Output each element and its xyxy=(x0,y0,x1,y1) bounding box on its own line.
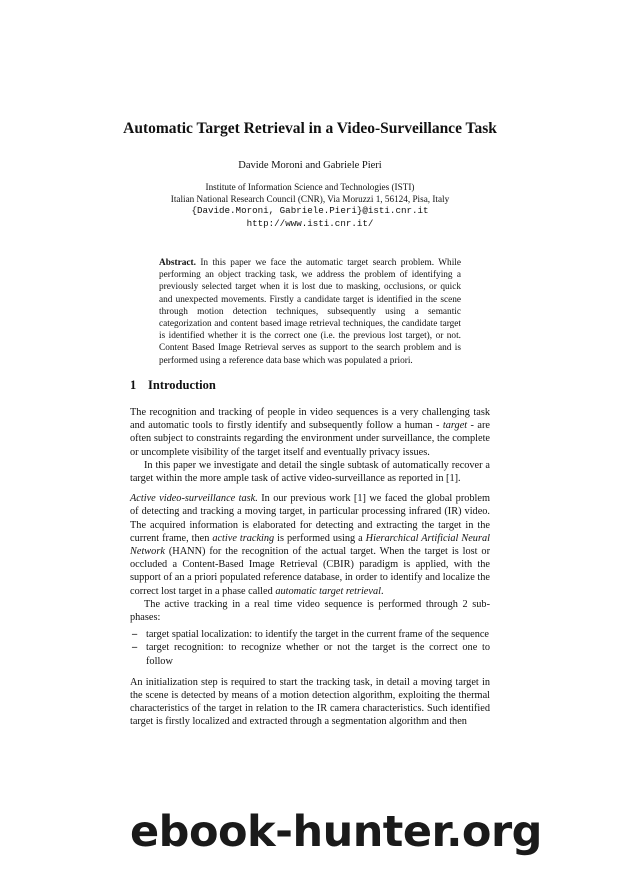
author-affiliation xyxy=(0,181,620,230)
paragraph-1-emphasis: target xyxy=(442,420,468,432)
affiliation-institute: Institute of Information Science and Technologies (ISTI) xyxy=(205,182,415,192)
paragraph-3-text-a: In our previous work [1] we faced the global problem of detecting and tracking a moving target, in particular processing infrared (IR) video. The acquired information is elaborated for detecting and extracting the target in the current frame, then xyxy=(130,493,490,544)
institute-url-link[interactable]: http://www.isti.cnr.it/ xyxy=(246,217,374,229)
abstract-label: Abstract. xyxy=(159,258,196,268)
paragraph-3-emphasis-1: active tracking xyxy=(212,532,275,544)
paragraph-1-text-a: The recognition and tracking of people in video sequences is a very challenging task and automatic tools to firstly identify and subsequently follow a human - xyxy=(130,407,490,432)
watermark: ebook-hunter.org xyxy=(130,807,542,857)
author-emails[interactable]: {Davide.Moroni, Gabriele.Pieri}@isti.cnr.it xyxy=(191,205,429,217)
list-item xyxy=(130,641,490,667)
paragraph-2: In this paper we investigate and detail the single subtask of automatically recover a target within the more ample task of active video-surveillance as reported in [1]. xyxy=(130,459,490,485)
section-title: Introduction xyxy=(148,378,216,392)
abstract xyxy=(159,257,461,367)
list-item xyxy=(130,628,490,641)
paragraph-3-emphasis-3: automatic target retrieval xyxy=(275,585,381,597)
subphase-list xyxy=(130,628,490,668)
paragraph-3-text-b: is performed using a xyxy=(274,532,366,544)
introduction-body xyxy=(130,406,490,729)
paragraph-3 xyxy=(130,492,490,598)
affiliation-address: Italian National Research Council (CNR), Via Moruzzi 1, 56124, Pisa, Italy xyxy=(170,194,450,205)
paragraph-3-run-in-heading: Active video-surveillance task. xyxy=(130,493,258,505)
section-heading-introduction xyxy=(130,378,216,393)
paragraph-3-text-d: . xyxy=(380,585,384,597)
paragraph-5: An initialization step is required to start the tracking task, in detail a moving target in the scene is detected by means of a motion detection algorithm, exploiting the thermal characteristics of the target in relation to the IR camera characteristics. Such identified target is firstly localized and extracted through a segmentation algorithm and then xyxy=(130,676,490,728)
paragraph-1 xyxy=(130,406,490,459)
paper-title: Automatic Target Retrieval in a Video-Surveillance Task xyxy=(123,120,497,137)
paragraph-1-text-b: - are often subject to constraints regarding the environment under surveillance, the complete or uncomplete visibility of the target itself and eventually privacy issues. xyxy=(130,420,490,458)
list-item-text: target recognition: to recognize whether or not the target is the correct one to follow xyxy=(146,642,490,667)
paragraph-3-text-c: (HANN) for the recognition of the actual target. When the target is lost or occluded a Content-Based Image Retrieval (CBIR) paradigm is applied, with the support of an a priori populated reference database, in order to identify and localize the correct lost target in a phase called xyxy=(130,546,490,597)
bullet-mark: – xyxy=(132,642,138,654)
section-number: 1 xyxy=(130,378,137,392)
list-item-text: target spatial localization: to identify the target in the current frame of the sequence xyxy=(146,629,489,641)
abstract-text: In this paper we face the automatic target search problem. While performing an object tracking task, we address the problem of identifying a previously selected target when it is lost due to masking, occlusions, or quick and unexpected movements. Firstly a candidate target is identified in the scene through motion detection techniques, subsequently using a semantic categorization and content based image retrieval techniques, the candidate target is identified whether it is the correct one (i.e. the previous lost target), or not. Content Based Image Retrieval serves as support to the search problem and is performed using a reference data base which was populated a priori. xyxy=(159,258,461,366)
bullet-mark: – xyxy=(132,629,138,641)
paragraph-4: The active tracking in a real time video sequence is performed through 2 sub-phases: xyxy=(130,598,490,624)
paper-authors: Davide Moroni and Gabriele Pieri xyxy=(238,160,382,171)
paragraph-3-emphasis-2: Hierarchical Artificial Neural Network xyxy=(130,532,490,558)
